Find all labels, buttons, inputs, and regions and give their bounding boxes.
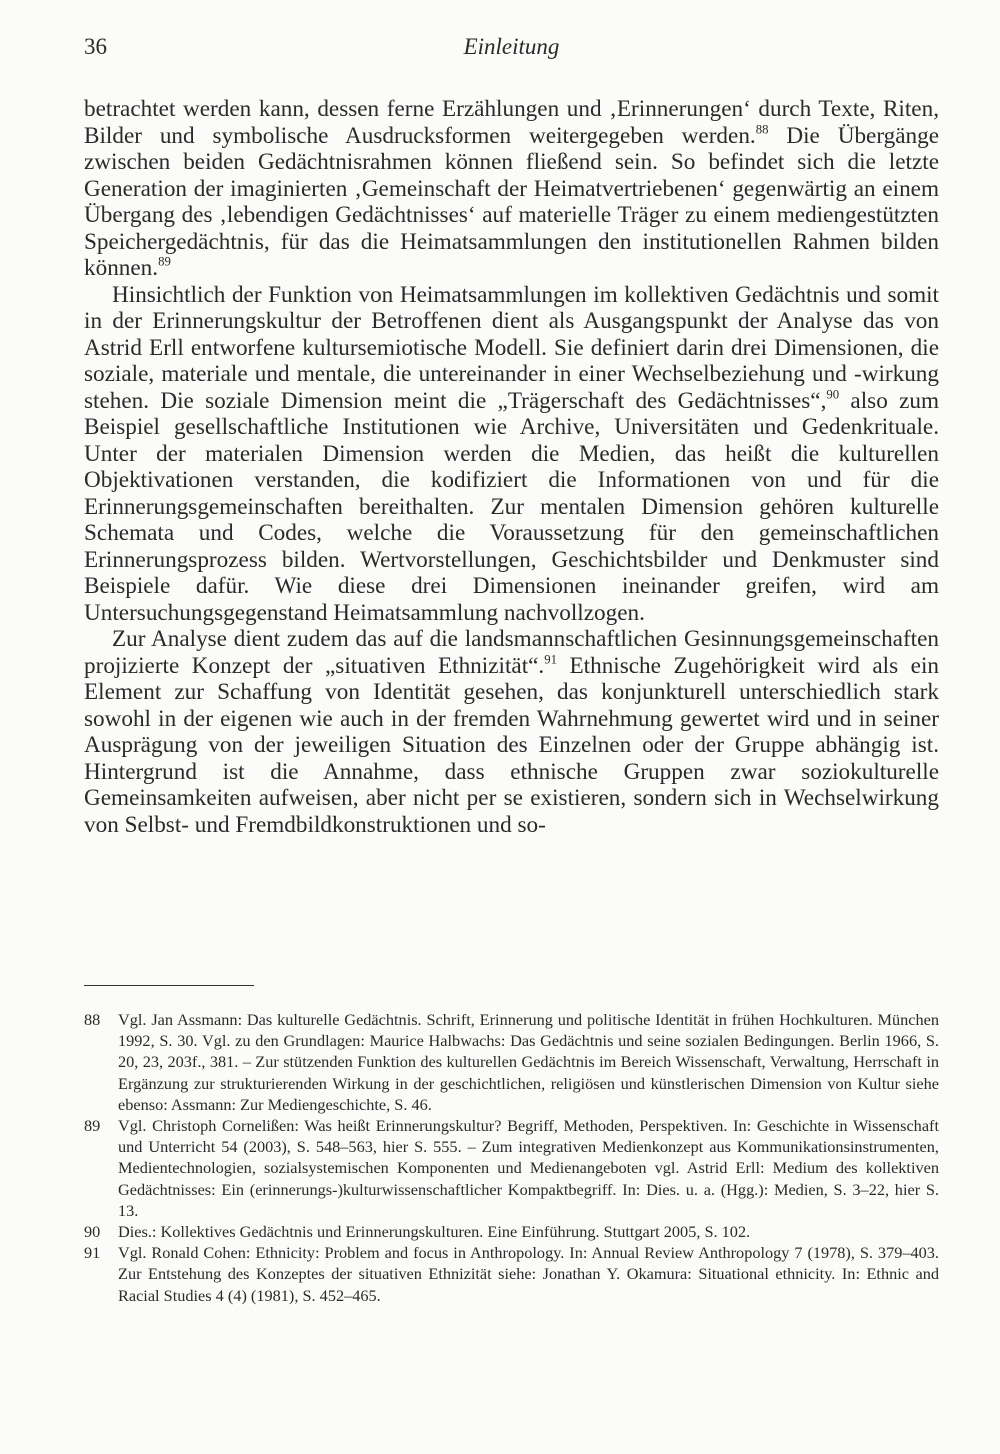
- footnote-reference: 88: [755, 121, 769, 136]
- footnote: [84, 1221, 939, 1242]
- running-head: Einleitung: [463, 34, 560, 59]
- body-paragraph: [84, 282, 939, 627]
- body-text: [84, 96, 939, 838]
- footnotes: [84, 1009, 939, 1306]
- body-paragraph: [84, 626, 939, 838]
- paragraph-text: Die Übergänge zwischen beiden Gedächtnisrahmen können fließend sein. So befindet sich die letzte Generation der imaginierten ‚Gemeinschaft der Heimatvertriebenen‘ gegenwärtig an einem Übergang des ‚lebendigen Gedächtnisses‘ auf materielle Träger zu einem mediengestützten Speichergedächtnis, für das die Heimatsammlungen den institutionellen Rahmen bilden können.: [84, 122, 940, 281]
- page-header: [84, 28, 939, 68]
- footnote-reference: 90: [826, 386, 840, 401]
- footnote: [84, 1115, 939, 1221]
- paragraph-text: betrachtet werden kann, dessen ferne Erzählungen und ‚Erinnerungen‘ durch Texte, Riten, Bilder und symbolische Ausdrucksformen weitergegeben werden.: [84, 96, 939, 149]
- footnote-text: Vgl. Jan Assmann: Das kulturelle Gedächtnis. Schrift, Erinnerung und politische Identität in frühen Hochkulturen. München 1992, S. 30. Vgl. zu den Grundlagen: Maurice Halbwachs: Das Gedächtnis und seine sozialen Bedingungen. Berlin 1966, S. 20, 23, 203f., 381. – Zur stützenden Funktion des kulturellen Gedächtnis im Bereich Wissenschaft, Verwaltung, Herrschaft in Ergänzung zur strukturierenden Wirkung in der geschichtlichen, religiösen und künstlerischen Dimension von Kultur siehe ebenso: Assmann: Zur Mediengeschichte, S. 46.: [118, 1010, 939, 1114]
- footnote-reference: 89: [158, 254, 171, 269]
- footnote-number: 91: [84, 1243, 101, 1263]
- footnote-text: Vgl. Christoph Cornelißen: Was heißt Erinnerungskultur? Begriff, Methoden, Perspektiven. In: Geschichte in Wissenschaft und Unterricht 54 (2003), S. 548–563, hier S. 555. – Zum integrativen Medienkonzept aus Kommunikationsinstrumenten, Medientechnologien, sozialsystemischen Komponenten und Medienangeboten vgl. Astrid Erll: Medium des kollektiven Gedächtnisses: Ein (erinnerungs-)kulturwissenschaftlicher Kompaktbegriff. In: Dies. u. a. (Hgg.): Medien, S. 3–22, hier S. 13.: [118, 1116, 939, 1220]
- body-paragraph: [84, 96, 939, 282]
- footnote: [84, 1009, 939, 1115]
- paragraph-text: also zum Beispiel gesellschaftliche Institutionen wie Archive, Universitäten und Gedenkrituale. Unter der materialen Dimension werden die Medien, das heißt die kulturellen Objektivationen verstanden, die kodifiziert die Informationen von und für die Erinnerungsgemeinschaften bereithalten. Zur mentalen Dimension gehören kulturelle Schemata und Codes, welche die Voraussetzung für den gemeinschaftlichen Erinnerungsprozess bilden. Wertvorstellungen, Geschichtsbilder und Denkmuster sind Beispiele dafür. Wie diese drei Dimensionen ineinander greifen, wird am Untersuchungsgegenstand Heimatsammlung nachvollzogen.: [84, 387, 939, 626]
- paragraph-text: Hinsichtlich der Funktion von Heimatsammlungen im kollektiven Gedächtnis und somit in der Erinnerungskultur der Betroffenen dient als Ausgangspunkt der Analyse das von Astrid Erll entworfene kultursemiotische Modell. Sie definiert darin drei Dimensionen, die soziale, materiale und mentale, die untereinander in einer Wechselbeziehung und -wirkung stehen. Die soziale Dimension meint die „Trägerschaft des Gedächtnisses“,: [84, 281, 939, 414]
- footnote-number: 90: [84, 1222, 101, 1242]
- footnote-divider: [84, 985, 254, 986]
- footnote-text: Dies.: Kollektives Gedächtnis und Erinnerungskulturen. Eine Einführung. Stuttgart 2005, S. 102.: [118, 1222, 751, 1242]
- footnote: [84, 1242, 939, 1306]
- footnote-reference: 91: [544, 651, 557, 666]
- paragraph-text: Ethnische Zugehörigkeit wird als ein Element zur Schaffung von Identität gesehen, das konjunkturell unterschiedlich stark sowohl in der eigenen wie auch in der fremden Wahrnehmung gewertet wird und in seiner Ausprägung von der jeweiligen Situation des Einzelnen oder der Gruppe abhängig ist. Hintergrund ist die Annahme, dass ethnische Gruppen zwar soziokulturelle Gemeinsamkeiten aufweisen, aber nicht per se existieren, sondern sich in Wechselwirkung von Selbst- und Fremdbildkonstruktionen und so-: [84, 652, 939, 838]
- page-number: 36: [84, 34, 107, 59]
- paragraph-text: Zur Analyse dient zudem das auf die landsmannschaftlichen Gesinnungsgemeinschaften projizierte Konzept der „situativen Ethnizität“.: [84, 626, 939, 679]
- footnote-number: 88: [84, 1010, 101, 1029]
- footnote-number: 89: [84, 1116, 101, 1136]
- footnote-text: Vgl. Ronald Cohen: Ethnicity: Problem and focus in Anthropology. In: Annual Review Anthropology 7 (1978), S. 379–403. Zur Entstehung des Konzeptes der situativen Ethnizität siehe: Jonathan Y. Okamura: Situational ethnicity. In: Ethnic and Racial Studies 4 (4) (1981), S. 452–465.: [118, 1243, 939, 1305]
